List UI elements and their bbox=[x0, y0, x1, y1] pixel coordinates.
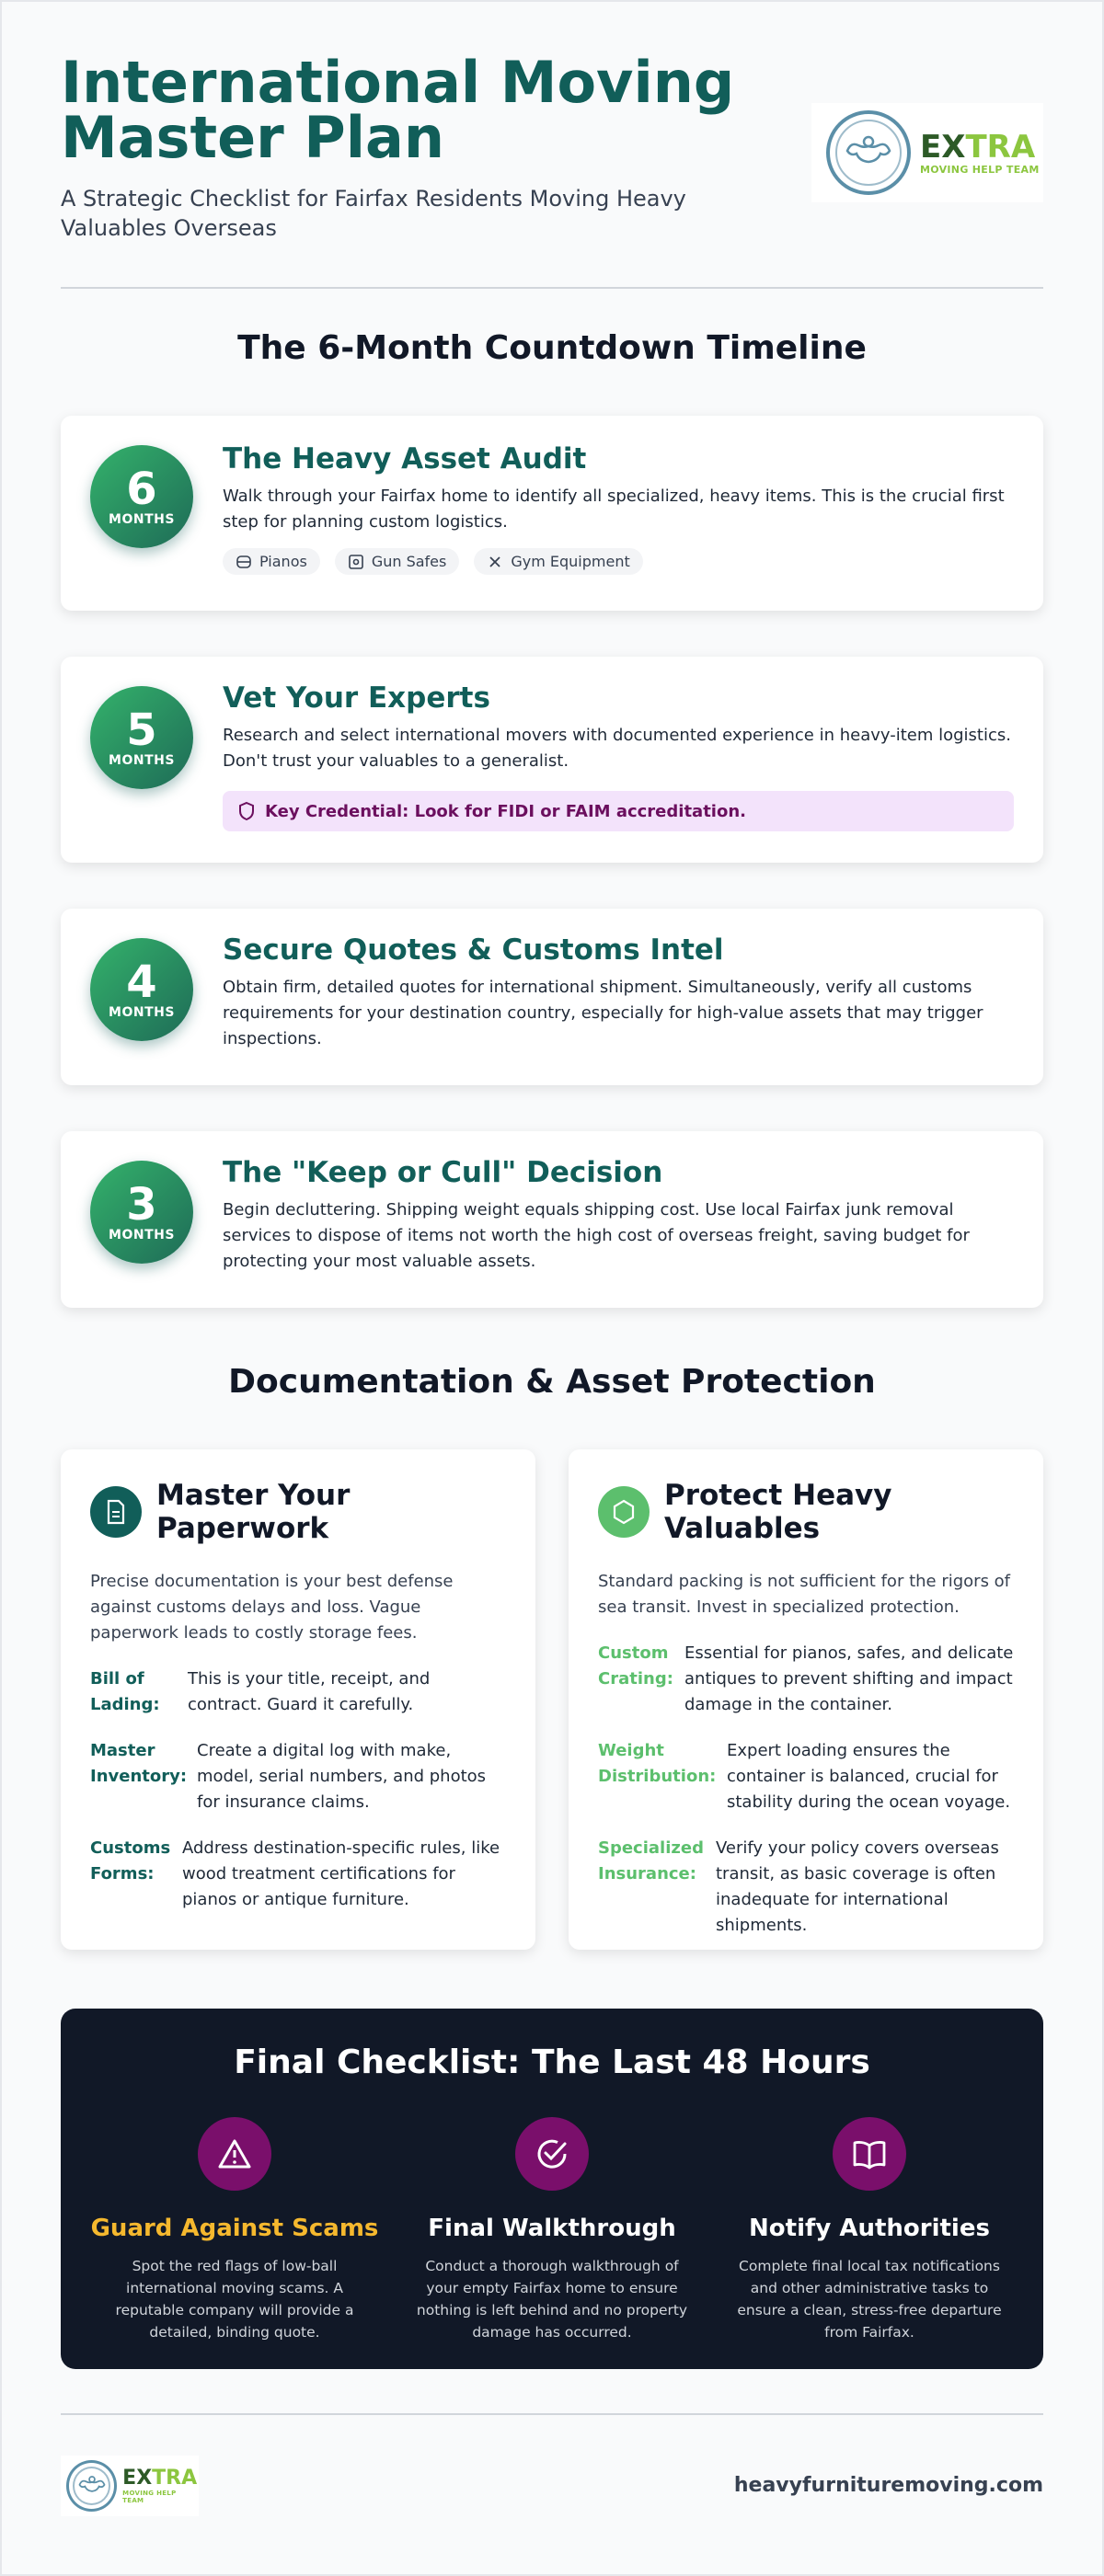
months-unit: MONTHS bbox=[109, 753, 175, 768]
months-unit: MONTHS bbox=[109, 1005, 175, 1020]
doc-definition: Create a digital log with make, model, serial numbers, and photos for insurance claims. bbox=[197, 1741, 487, 1812]
doc-definition: Expert loading ensures the container is balanced, crucial for stability during the ocean voyage. bbox=[727, 1741, 1011, 1812]
logo-word-part-a: EX bbox=[122, 2467, 153, 2490]
safe-icon bbox=[348, 554, 364, 570]
step-title: Vet Your Experts bbox=[223, 681, 490, 715]
months-unit: MONTHS bbox=[109, 512, 175, 527]
final-item-title: Notify Authorities bbox=[749, 2215, 990, 2242]
doc-definition: Address destination-specific rules, like wood treatment certifications for pianos or antique furniture. bbox=[182, 1838, 500, 1909]
final-checklist-title: Final Checklist: The Last 48 Hours bbox=[234, 2044, 870, 2081]
footer-logo bbox=[61, 2456, 199, 2516]
document-icon bbox=[90, 1486, 142, 1538]
dumbbell-icon bbox=[487, 554, 503, 570]
key-credential-callout bbox=[223, 791, 1014, 831]
strongman-emblem-icon bbox=[66, 2460, 117, 2512]
key-credential-text: Key Credential: Look for FIDI or FAIM accreditation. bbox=[265, 801, 746, 821]
timeline-step-6 bbox=[61, 416, 1043, 611]
doc-term: Specialized Insurance: bbox=[598, 1838, 704, 1883]
tag-label: Gym Equipment bbox=[511, 553, 630, 570]
doc-term: Custom Crating: bbox=[598, 1643, 673, 1689]
logo-word-part-b: TRA bbox=[152, 2467, 198, 2490]
final-item-description: Conduct a thorough walkthrough of your empty Fairfax home to ensure nothing is left behind and no property damage has occurred. bbox=[416, 2258, 688, 2341]
doc-definition: Essential for pianos, safes, and delicate antiques to prevent shifting and impact damage in the container. bbox=[684, 1643, 1014, 1714]
final-item-title: Guard Against Scams bbox=[90, 2215, 379, 2242]
step-title: Secure Quotes & Customs Intel bbox=[223, 933, 724, 967]
page-subtitle: A Strategic Checklist for Fairfax Residents Moving Heavy Valuables Overseas bbox=[61, 186, 686, 241]
step-description: Research and select international movers with documented experience in heavy-item logistics. Don't trust your valuables to a generalist. bbox=[223, 726, 1011, 771]
card-intro: Standard packing is not sufficient for the rigors of sea transit. Invest in specialized protection. bbox=[598, 1572, 1011, 1617]
step-title: The Heavy Asset Audit bbox=[223, 442, 587, 475]
tag-label: Pianos bbox=[259, 553, 307, 570]
valuables-card bbox=[569, 1449, 1043, 1950]
doc-definition: Verify your policy covers overseas transit, as basic coverage is often inadequate for international shipments. bbox=[716, 1838, 999, 1935]
months-badge bbox=[90, 686, 193, 789]
final-item-authorities bbox=[718, 2117, 1021, 2343]
piano-icon bbox=[236, 554, 252, 570]
months-number: 6 bbox=[126, 464, 157, 515]
card-intro: Precise documentation is your best defense against customs delays and loss. Vague paperwork leads to costly storage fees. bbox=[90, 1572, 454, 1643]
logo-word-part-b: TRA bbox=[965, 128, 1036, 166]
paperwork-card bbox=[61, 1449, 535, 1950]
logo-tagline: MOVING HELP TEAM bbox=[122, 2490, 177, 2504]
doc-item bbox=[598, 1836, 1014, 1939]
step-description: Walk through your Fairfax home to identify all specialized, heavy items. This is the crucial first step for planning custom logistics. bbox=[223, 487, 1005, 532]
months-unit: MONTHS bbox=[109, 1228, 175, 1242]
tag-gun-safes bbox=[335, 548, 460, 575]
doc-term: Customs Forms: bbox=[90, 1838, 171, 1883]
timeline-step-5 bbox=[61, 657, 1043, 863]
book-icon bbox=[833, 2117, 906, 2191]
header-divider bbox=[61, 287, 1043, 289]
doc-term: Weight Distribution: bbox=[598, 1741, 717, 1786]
doc-definition: This is your title, receipt, and contract. Guard it carefully. bbox=[188, 1669, 431, 1714]
months-badge bbox=[90, 1161, 193, 1264]
final-item-description: Spot the red flags of low-ball international moving scams. A reputable company will provide a detailed, binding quote. bbox=[115, 2258, 354, 2341]
card-title: Protect Heavy Valuables bbox=[664, 1479, 892, 1545]
step-description: Obtain firm, detailed quotes for international shipment. Simultaneously, verify all customs requirements for your destination country, especially for high-value assets that may trigger inspections. bbox=[223, 978, 983, 1048]
hexagon-shield-icon bbox=[598, 1486, 650, 1538]
months-number: 4 bbox=[126, 956, 157, 1008]
company-logo bbox=[811, 103, 1043, 202]
logo-tagline: MOVING HELP TEAM bbox=[920, 163, 1040, 176]
final-item-description: Complete final local tax notifications and other administrative tasks to ensure a clean, stress-free departure from Fairfax. bbox=[737, 2258, 1002, 2341]
doc-item bbox=[90, 1836, 506, 1913]
documentation-title: Documentation & Asset Protection bbox=[228, 1363, 876, 1401]
months-number: 3 bbox=[126, 1179, 157, 1231]
shield-icon bbox=[237, 801, 256, 821]
doc-term: Master Inventory: bbox=[90, 1741, 188, 1786]
tag-label: Gun Safes bbox=[371, 553, 447, 570]
final-checklist-panel bbox=[61, 2009, 1043, 2369]
months-badge bbox=[90, 445, 193, 548]
final-item-title: Final Walkthrough bbox=[428, 2215, 676, 2242]
months-number: 5 bbox=[126, 704, 157, 756]
step-title: The "Keep or Cull" Decision bbox=[223, 1156, 663, 1189]
page-title: International Moving Master Plan bbox=[61, 49, 735, 171]
doc-item bbox=[598, 1738, 1014, 1815]
strongman-emblem-icon bbox=[826, 110, 911, 195]
page-header bbox=[61, 49, 1043, 241]
final-item-scams bbox=[83, 2117, 386, 2343]
months-badge bbox=[90, 938, 193, 1041]
warning-icon bbox=[198, 2117, 271, 2191]
card-title: Master Your Paperwork bbox=[156, 1479, 351, 1545]
asset-tags bbox=[223, 548, 1014, 575]
tag-gym-equipment bbox=[474, 548, 642, 575]
timeline-step-4 bbox=[61, 909, 1043, 1085]
doc-term: Bill of Lading: bbox=[90, 1669, 160, 1714]
doc-item bbox=[90, 1738, 506, 1815]
website-link[interactable]: heavyfurnituremoving.com bbox=[733, 2474, 1043, 2497]
tag-pianos bbox=[223, 548, 320, 575]
timeline-step-3 bbox=[61, 1131, 1043, 1308]
step-description: Begin decluttering. Shipping weight equals shipping cost. Use local Fairfax junk removal services to dispose of items not worth the high cost of overseas freight, saving budget for protecting your most valuable assets. bbox=[223, 1200, 970, 1271]
logo-word-part-a: EX bbox=[920, 128, 966, 166]
doc-item bbox=[90, 1666, 506, 1718]
doc-item bbox=[598, 1641, 1014, 1718]
timeline-title: The 6-Month Countdown Timeline bbox=[237, 329, 867, 367]
check-circle-icon bbox=[515, 2117, 589, 2191]
final-item-walkthrough bbox=[400, 2117, 704, 2343]
footer-divider bbox=[61, 2413, 1043, 2415]
